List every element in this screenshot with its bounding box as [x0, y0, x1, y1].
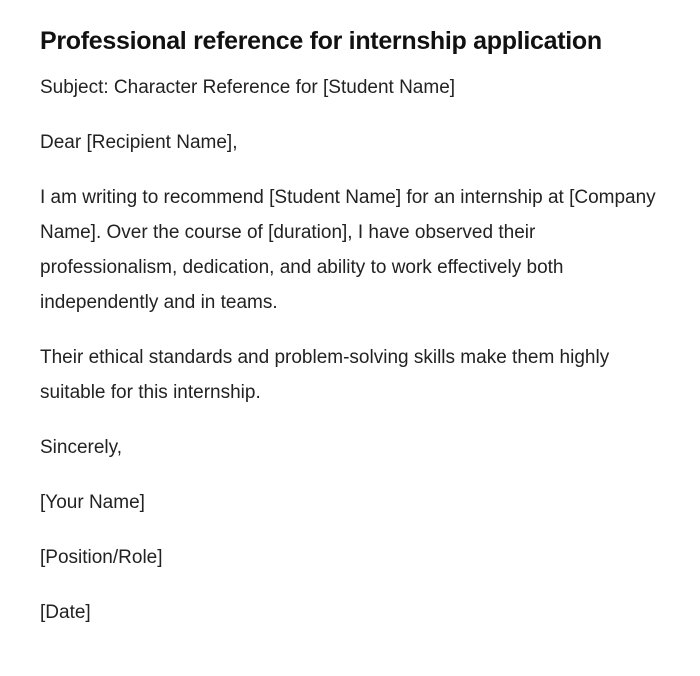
signature-date: [Date] [40, 602, 91, 623]
closing: Sincerely, [40, 437, 123, 458]
subject-line: Subject: Character Reference for [Student Name] [40, 77, 456, 98]
body-paragraph-1: I am writing to recommend [Student Name] for an internship at [Company Name]. Over the course of [duration], I have observed their professionalism, dedication, and ability to work effectively both independently and in teams. [40, 187, 656, 313]
salutation: Dear [Recipient Name], [40, 132, 238, 153]
signature-position: [Position/Role] [40, 547, 163, 568]
signature-name: [Your Name] [40, 492, 145, 513]
body-paragraph-2: Their ethical standards and problem-solving skills make them highly suitable for this internship. [40, 347, 610, 403]
page-title: Professional reference for internship application [40, 27, 602, 55]
